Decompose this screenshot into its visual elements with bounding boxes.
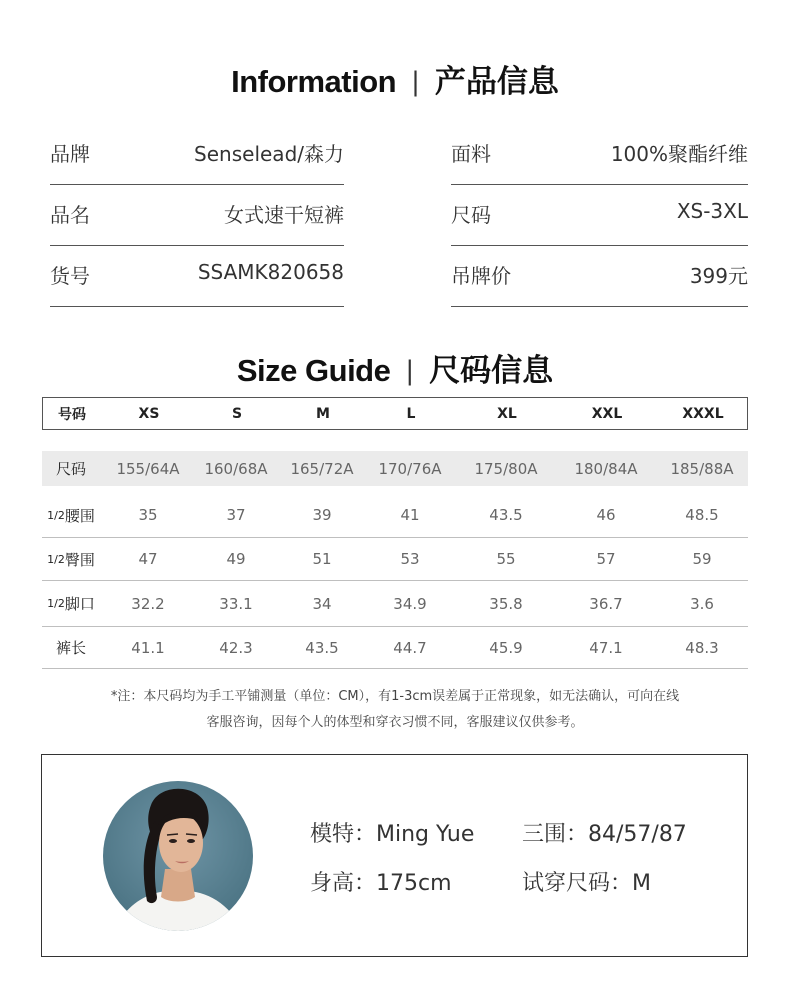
info-label: 品名 bbox=[50, 203, 90, 227]
size-header-l: L bbox=[406, 405, 416, 422]
info-row-tag-price bbox=[451, 246, 748, 307]
table-cell: 3.6 bbox=[690, 594, 714, 613]
table-cell: 34.9 bbox=[393, 594, 427, 613]
table-cell: 33.1 bbox=[219, 594, 253, 613]
table-cell: 46 bbox=[596, 506, 616, 524]
row-label: 1/2 臀围 bbox=[47, 550, 95, 569]
size-guide-title-zh: 尺码信息 bbox=[429, 353, 554, 389]
model-height: 身高：175cm bbox=[310, 871, 452, 896]
info-row-product-name bbox=[50, 185, 344, 246]
size-header-xl: XL bbox=[497, 405, 517, 422]
model-measurements: 三围：84/57/87 bbox=[522, 822, 687, 847]
size-guide-title bbox=[0, 345, 790, 390]
table-cell: 55 bbox=[496, 550, 516, 568]
table-cell: 48.5 bbox=[685, 506, 719, 524]
row-label: 尺码 bbox=[55, 460, 86, 478]
info-label: 面料 bbox=[451, 142, 491, 166]
row-label: 1/2 腰围 bbox=[47, 506, 95, 525]
info-label: 吊牌价 bbox=[451, 264, 511, 288]
table-cell: 36.7 bbox=[589, 594, 623, 613]
table-cell: 180/84A bbox=[574, 459, 638, 478]
size-header-m: M bbox=[316, 405, 330, 422]
size-header-xxl: XXL bbox=[591, 405, 623, 422]
table-cell: 170/76A bbox=[378, 459, 442, 478]
information-title bbox=[0, 56, 790, 101]
header-label: 号码 bbox=[58, 406, 86, 423]
table-cell: 43.5 bbox=[305, 638, 339, 657]
row-label: 裤长 bbox=[55, 639, 86, 657]
table-cell: 43.5 bbox=[489, 506, 523, 524]
size-row-code bbox=[42, 451, 748, 486]
model-photo bbox=[103, 781, 253, 931]
info-value: 女式速干短裤 bbox=[224, 203, 344, 227]
info-row-brand bbox=[50, 124, 344, 185]
table-cell: 57 bbox=[596, 550, 616, 568]
info-label: 品牌 bbox=[50, 142, 90, 166]
table-cell: 47.1 bbox=[589, 638, 623, 657]
table-cell: 41.1 bbox=[131, 638, 165, 657]
table-cell: 42.3 bbox=[219, 638, 253, 657]
table-cell: 59 bbox=[692, 550, 712, 568]
size-row-waist bbox=[42, 493, 748, 538]
table-cell: 160/68A bbox=[204, 459, 268, 478]
size-note-line-2: 客服咨询，因每个人的体型和穿衣习惯不同，客服建议仅供参考。 bbox=[206, 715, 584, 730]
table-cell: 185/88A bbox=[670, 459, 734, 478]
size-table-header bbox=[42, 397, 748, 430]
size-row-hip bbox=[42, 538, 748, 581]
table-cell: 175/80A bbox=[474, 459, 538, 478]
size-note bbox=[40, 684, 750, 736]
info-value: 100%聚酯纤维 bbox=[610, 142, 748, 166]
info-row-item-number bbox=[50, 246, 344, 307]
table-cell: 35 bbox=[138, 506, 158, 524]
info-label: 尺码 bbox=[451, 203, 491, 227]
title-separator: | bbox=[405, 356, 415, 386]
table-cell: 48.3 bbox=[685, 638, 719, 657]
table-cell: 165/72A bbox=[290, 459, 354, 478]
info-value: 399元 bbox=[689, 264, 748, 288]
table-cell: 44.7 bbox=[393, 638, 427, 657]
size-header-xs: XS bbox=[138, 405, 160, 422]
table-cell: 47 bbox=[138, 550, 158, 568]
size-row-length bbox=[42, 627, 748, 669]
info-value: SSAMK820658 bbox=[197, 260, 344, 284]
size-guide-title-en: Size Guide bbox=[236, 353, 391, 388]
model-fitting-size: 试穿尺码：M bbox=[522, 871, 651, 896]
info-label: 货号 bbox=[50, 264, 90, 288]
table-cell: 37 bbox=[226, 506, 246, 524]
table-cell: 32.2 bbox=[131, 594, 165, 613]
info-value: XS-3XL bbox=[676, 199, 748, 223]
table-cell: 45.9 bbox=[489, 638, 523, 657]
title-separator: | bbox=[411, 67, 420, 97]
table-cell: 39 bbox=[312, 506, 332, 524]
info-value: Senselead/森力 bbox=[194, 142, 344, 166]
table-cell: 51 bbox=[312, 550, 332, 568]
table-cell: 35.8 bbox=[489, 594, 523, 613]
row-label: 1/2 脚口 bbox=[47, 595, 95, 613]
product-info-table bbox=[0, 124, 790, 304]
information-title-en: Information bbox=[231, 64, 397, 99]
information-title-zh: 产品信息 bbox=[434, 64, 559, 100]
table-cell: 34 bbox=[312, 594, 332, 613]
model-info-box bbox=[41, 754, 748, 957]
table-cell: 53 bbox=[400, 550, 420, 568]
size-header-xxxl: XXXL bbox=[682, 405, 724, 422]
size-row-leg-opening bbox=[42, 581, 748, 627]
info-row-fabric bbox=[451, 124, 748, 185]
model-name: 模特：Ming Yue bbox=[310, 822, 475, 847]
table-cell: 41 bbox=[400, 506, 420, 524]
size-note-line-1: *注：本尺码均为手工平铺测量（单位：CM），有1-3cm误差属于正常现象，如无法确认，可向在线 bbox=[110, 689, 680, 704]
size-header-s: S bbox=[231, 405, 243, 422]
model-portrait-illustration bbox=[103, 781, 253, 931]
table-cell: 49 bbox=[226, 550, 246, 568]
info-row-size-range bbox=[451, 185, 748, 246]
table-cell: 155/64A bbox=[116, 459, 180, 478]
